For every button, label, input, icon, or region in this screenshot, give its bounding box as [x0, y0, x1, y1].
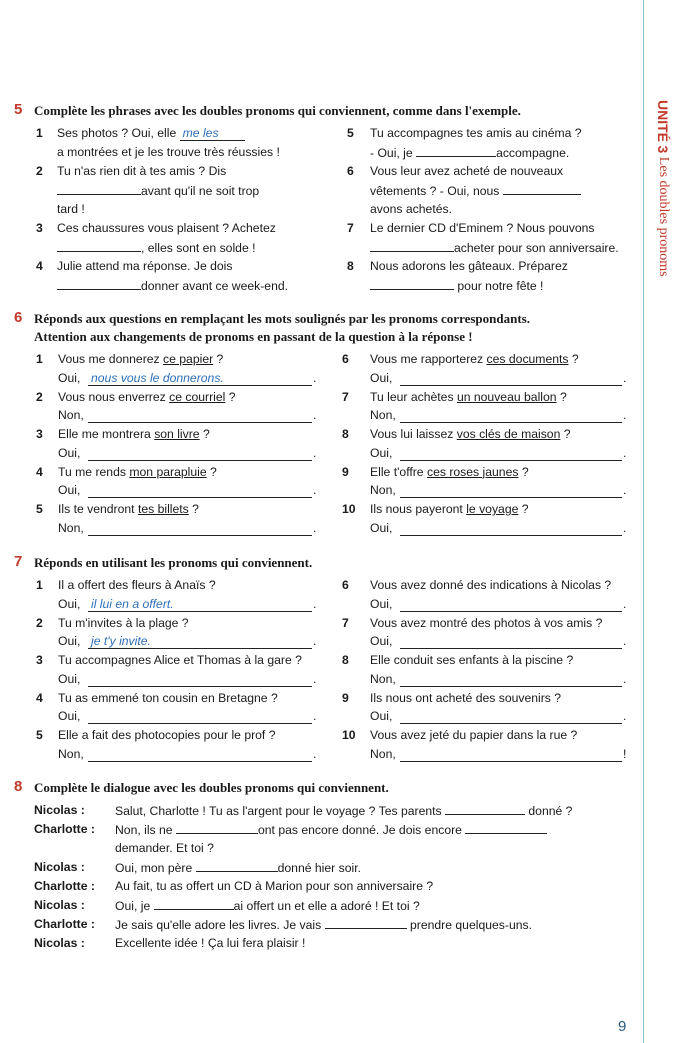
answer-line: Oui,: [58, 709, 81, 723]
line-end-punctuation: .: [623, 520, 627, 535]
answer-blank[interactable]: [88, 709, 312, 724]
question-text: Tu accompagnes Alice et Thomas à la gare ?: [58, 653, 302, 667]
speaker: Nicolas :: [34, 898, 85, 912]
underlined-words: ce courriel: [169, 389, 226, 404]
item-number: 4: [36, 259, 43, 273]
item-text: Ses photos ? Oui, elle me les: [57, 126, 245, 141]
line-end-punctuation: .: [623, 634, 627, 648]
answer-blank[interactable]: [400, 371, 622, 386]
question-text: Elle t'offre ces roses jaunes ?: [370, 464, 529, 479]
line-end-punctuation: .: [623, 408, 627, 422]
answer-blank[interactable]: [400, 408, 622, 423]
dialogue-line: Oui, je ai offert un et elle a adoré ! Et toi ?: [115, 899, 420, 913]
item-text: acheter pour son anniversaire.: [370, 240, 619, 255]
line-end-punctuation: .: [623, 370, 627, 385]
underlined-words: le voyage: [466, 502, 519, 516]
question-text: Vous me donnerez ce papier ?: [58, 352, 224, 366]
line-end-punctuation: .: [313, 709, 317, 723]
underlined-words: mon parapluie: [129, 464, 207, 479]
exercise-number: 7: [14, 553, 23, 570]
item-number: 3: [36, 653, 43, 667]
answer-line: Non,: [370, 408, 396, 422]
answer-line: Oui,: [370, 520, 393, 535]
underlined-words: ces documents: [486, 352, 569, 366]
item-number: 10: [342, 502, 356, 516]
item-text: Tu n'as rien dit à tes amis ? Dis: [57, 164, 227, 178]
item-number: 7: [347, 221, 354, 235]
item-text: donner avant ce week-end.: [57, 278, 288, 293]
item-text: vêtements ? - Oui, nous: [370, 183, 581, 198]
answer-blank[interactable]: [57, 240, 141, 252]
question-text: Ils nous payeront le voyage ?: [370, 502, 529, 516]
answer-line: Oui,: [370, 709, 393, 723]
item-number: 5: [347, 126, 354, 140]
line-end-punctuation: !: [623, 746, 627, 761]
answer-blank[interactable]: [370, 278, 454, 290]
item-text: a montrées et je les trouve très réussies !: [57, 145, 280, 159]
item-number: 4: [36, 464, 43, 479]
answer-line: Oui,: [58, 671, 81, 686]
line-end-punctuation: .: [623, 596, 627, 611]
item-number: 6: [347, 164, 354, 178]
underlined-words: un nouveau ballon: [456, 389, 557, 404]
answer-blank[interactable]: [57, 183, 141, 195]
question-text: Elle me montrera son livre ?: [58, 427, 210, 441]
item-number: 7: [342, 615, 349, 630]
speaker: Charlotte :: [34, 822, 95, 836]
item-text: , elles sont en solde !: [57, 240, 256, 255]
answer-blank[interactable]: [154, 898, 234, 910]
question-text: Vous avez jeté du papier dans la rue ?: [370, 728, 578, 742]
question-text: Elle conduit ses enfants à la piscine ?: [370, 653, 574, 667]
answer-blank[interactable]: [400, 446, 622, 461]
item-number: 3: [36, 427, 43, 441]
question-text: Tu m'invites à la plage ?: [58, 615, 189, 630]
answer-example: me les: [180, 126, 245, 141]
line-end-punctuation: .: [313, 408, 317, 422]
answer-blank[interactable]: [88, 521, 312, 536]
question-text: Tu leur achètes un nouveau ballon ?: [370, 389, 567, 404]
line-end-punctuation: .: [313, 671, 317, 686]
answer-blank[interactable]: [57, 278, 141, 290]
answer-line: Non,: [370, 746, 396, 761]
line-end-punctuation: .: [313, 634, 317, 648]
answer-example: je t'y invite.: [88, 634, 312, 649]
exercise-number: 6: [14, 309, 23, 326]
item-number: 1: [36, 578, 43, 592]
exercise-title: Réponds aux questions en remplaçant les mots soulignés par les pronoms correspondants.: [34, 311, 530, 326]
answer-line: Oui,: [58, 596, 81, 611]
unit-label: UNITÉ: [655, 100, 671, 142]
answer-line: Oui,: [58, 445, 81, 460]
answer-line: Oui,: [370, 634, 393, 648]
underlined-words: vos clés de maison: [456, 427, 561, 441]
item-text: tard !: [57, 202, 85, 216]
question-text: Vous avez donné des indications à Nicolas ?: [370, 578, 612, 592]
item-text: Ces chaussures vous plaisent ? Achetez: [57, 221, 276, 235]
line-end-punctuation: .: [623, 709, 627, 723]
item-number: 5: [36, 502, 43, 516]
item-number: 5: [36, 728, 43, 742]
line-end-punctuation: .: [313, 445, 317, 460]
answer-line: Oui,: [58, 370, 81, 385]
item-text: Le dernier CD d'Eminem ? Nous pouvons: [370, 221, 595, 235]
item-number: 9: [342, 464, 349, 479]
answer-blank[interactable]: [88, 672, 312, 687]
answer-blank[interactable]: [400, 634, 622, 649]
speaker: Charlotte :: [34, 879, 95, 893]
dialogue-line: Excellente idée ! Ça lui fera plaisir !: [115, 936, 306, 950]
answer-blank[interactable]: [400, 672, 622, 687]
dialogue-line: Au fait, tu as offert un CD à Marion pour son anniversaire ?: [115, 879, 434, 893]
answer-blank[interactable]: [445, 803, 525, 815]
page-number: 9: [618, 1018, 627, 1035]
answer-blank[interactable]: [416, 145, 496, 157]
item-number: 6: [342, 578, 349, 592]
item-number: 2: [36, 389, 43, 404]
question-text: Vous lui laissez vos clés de maison ?: [370, 427, 571, 441]
underlined-words: ce papier: [163, 352, 214, 366]
question-text: Elle a fait des photocopies pour le prof ?: [58, 728, 276, 742]
question-text: Vous avez montré des photos à vos amis ?: [370, 615, 603, 630]
answer-blank[interactable]: [196, 860, 278, 872]
item-number: 4: [36, 690, 43, 705]
line-end-punctuation: .: [313, 483, 317, 497]
answer-blank[interactable]: [400, 747, 622, 762]
speaker: Nicolas :: [34, 803, 85, 817]
underlined-words: ces roses jaunes: [426, 464, 519, 479]
answer-blank[interactable]: [325, 917, 407, 929]
item-text: avant qu'il ne soit trop: [57, 183, 259, 198]
dialogue-line: demander. Et toi ?: [115, 841, 214, 855]
answer-line: Oui,: [370, 596, 393, 611]
answer-blank[interactable]: [465, 822, 547, 834]
item-text: avons achetés.: [370, 202, 452, 216]
unit-number: 3: [655, 145, 671, 154]
question-text: Ils te vendront tes billets ?: [58, 502, 199, 516]
exercise-title: Complète le dialogue avec les doubles pronoms qui conviennent.: [34, 780, 389, 795]
answer-example: il lui en a offert.: [88, 597, 312, 612]
answer-blank[interactable]: [88, 747, 312, 762]
item-number: 9: [342, 690, 349, 705]
line-end-punctuation: .: [313, 520, 317, 535]
item-number: 10: [342, 728, 356, 742]
line-end-punctuation: .: [623, 671, 627, 686]
exercise-title: Réponds en utilisant les pronoms qui conviennent.: [34, 555, 313, 570]
answer-blank[interactable]: [370, 240, 454, 252]
answer-blank[interactable]: [88, 446, 312, 461]
unit-sidebar: [651, 100, 671, 320]
item-text: - Oui, je accompagne.: [370, 146, 570, 160]
item-number: 8: [342, 427, 349, 441]
answer-line: Non,: [370, 671, 396, 686]
exercise-title: Complète les phrases avec les doubles pronoms qui conviennent, comme dans l'exemple.: [34, 103, 521, 118]
question-text: Tu me rends mon parapluie ?: [58, 464, 217, 479]
item-number: 1: [36, 126, 43, 140]
item-text: pour notre fête !: [370, 278, 543, 293]
item-number: 7: [342, 389, 349, 404]
item-text: Vous leur avez acheté de nouveaux: [370, 164, 564, 178]
answer-line: Oui,: [58, 483, 81, 497]
exercise-number: 5: [14, 101, 23, 118]
answer-blank[interactable]: [88, 408, 312, 423]
line-end-punctuation: .: [623, 483, 627, 497]
question-text: Tu as emmené ton cousin en Bretagne ?: [58, 690, 278, 705]
question-text: Il a offert des fleurs à Anaïs ?: [58, 578, 216, 592]
answer-blank[interactable]: [88, 483, 312, 498]
underlined-words: son livre: [154, 427, 200, 441]
line-end-punctuation: .: [313, 370, 317, 385]
speaker: Nicolas :: [34, 936, 85, 950]
question-text: Vous me rapporterez ces documents ?: [370, 352, 579, 366]
answer-line: Non,: [370, 483, 396, 497]
answer-line: Non,: [58, 520, 84, 535]
margin-rule: [643, 0, 644, 1043]
item-number: 3: [36, 221, 43, 235]
item-number: 6: [342, 352, 349, 366]
item-number: 2: [36, 615, 43, 630]
answer-line: Non,: [58, 746, 84, 761]
answer-line: Non,: [58, 408, 84, 422]
dialogue-line: Non, ils ne ont pas encore donné. Je dois encore: [115, 822, 547, 837]
item-text: Tu accompagnes tes amis au cinéma ?: [370, 126, 582, 140]
answer-example: nous vous le donnerons.: [88, 371, 312, 386]
line-end-punctuation: .: [313, 596, 317, 611]
line-end-punctuation: .: [623, 445, 627, 460]
answer-blank[interactable]: [503, 183, 581, 195]
speaker: Charlotte :: [34, 917, 95, 931]
answer-blank[interactable]: [400, 521, 622, 536]
answer-blank[interactable]: [176, 822, 258, 834]
item-number: 1: [36, 352, 43, 366]
item-text: Julie attend ma réponse. Je dois: [57, 259, 233, 273]
exercise-number: 8: [14, 778, 23, 795]
exercise-title: Attention aux changements de pronoms en passant de la question à la réponse !: [34, 329, 473, 344]
item-number: 2: [36, 164, 43, 178]
item-number: 8: [347, 259, 354, 273]
answer-blank[interactable]: [400, 709, 622, 724]
answer-line: Oui,: [370, 445, 393, 460]
item-number: 8: [342, 653, 349, 667]
answer-blank[interactable]: [400, 483, 622, 498]
question-text: Vous nous enverrez ce courriel ?: [58, 389, 236, 404]
item-text: Nous adorons les gâteaux. Préparez: [370, 259, 568, 273]
dialogue-line: Salut, Charlotte ! Tu as l'argent pour le voyage ? Tes parents donné ?: [115, 804, 573, 818]
line-end-punctuation: .: [313, 746, 317, 761]
answer-line: Oui,: [370, 370, 393, 385]
dialogue-line: Je sais qu'elle adore les livres. Je vais prendre quelques-uns.: [115, 918, 532, 932]
speaker: Nicolas :: [34, 860, 85, 874]
unit-topic: Les doubles pronoms: [656, 156, 671, 277]
answer-blank[interactable]: [400, 597, 622, 612]
question-text: Ils nous ont acheté des souvenirs ?: [370, 690, 562, 705]
dialogue-line: Oui, mon père donné hier soir.: [115, 861, 361, 875]
underlined-words: tes billets: [137, 502, 189, 516]
answer-line: Oui,: [58, 634, 81, 648]
